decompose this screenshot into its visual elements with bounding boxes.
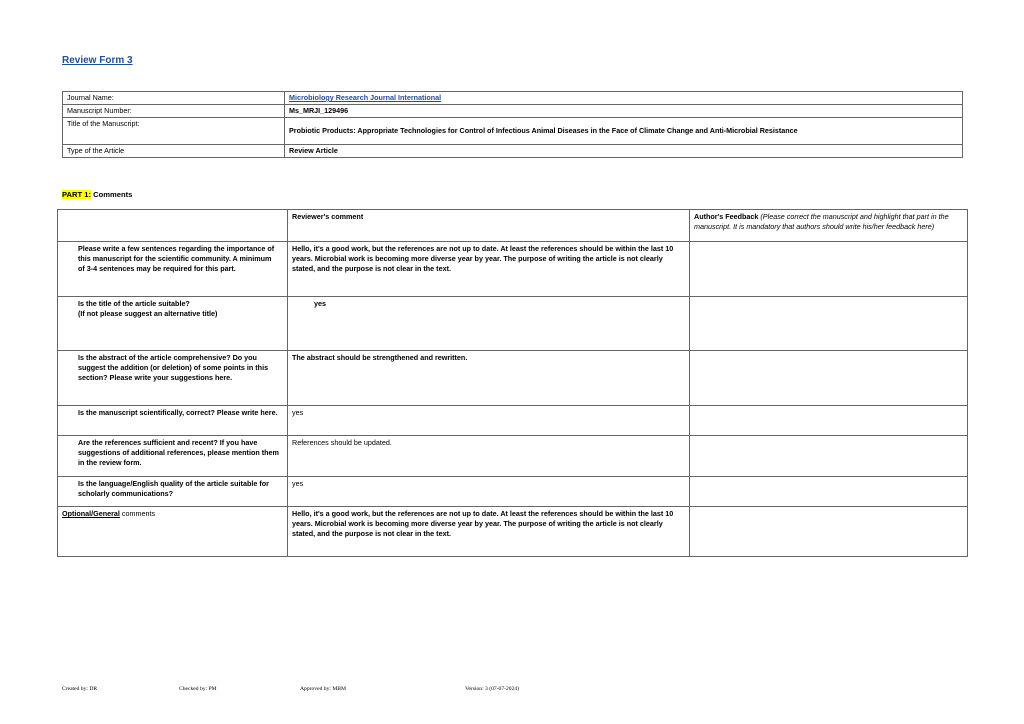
author-feedback-instruction: (Please correct the manuscript and highlight that part in the manuscript. It is mandatory that authors should write his/her feedback here) bbox=[694, 212, 949, 231]
author-feedback-abstract[interactable] bbox=[690, 351, 968, 406]
author-feedback-importance[interactable] bbox=[690, 242, 968, 297]
article-type-row bbox=[63, 144, 963, 157]
reviewer-optional-comment: Hello, it's a good work, but the references are not up to date. At least the references should be within the last 10 years. Microbial work is becoming more diverse year by year. The purpose of writing the article is not clearly stated, and the purpose is not clear in the text. bbox=[288, 507, 690, 557]
reviewer-comment-references: References should be updated. bbox=[288, 436, 690, 477]
optional-comments-row bbox=[58, 507, 968, 557]
optional-comments-label-cell bbox=[58, 507, 288, 557]
part1-heading bbox=[62, 190, 132, 199]
header-blank-cell bbox=[58, 210, 288, 242]
optional-comments-suffix: comments bbox=[119, 509, 156, 518]
footer-version: Version: 3 (07-07-2024) bbox=[465, 686, 520, 692]
question-scientific: Is the manuscript scientifically, correct? Please write here. bbox=[58, 406, 288, 436]
comment-row bbox=[58, 297, 968, 351]
article-type-value: Review Article bbox=[285, 144, 963, 157]
author-feedback-scientific[interactable] bbox=[690, 406, 968, 436]
author-feedback-optional[interactable] bbox=[690, 507, 968, 557]
footer-created-by: Created by: DR bbox=[62, 686, 98, 692]
author-feedback-references[interactable] bbox=[690, 436, 968, 477]
comment-row bbox=[58, 436, 968, 477]
optional-general-label: Optional/General bbox=[62, 509, 120, 518]
comment-row bbox=[58, 477, 968, 507]
manuscript-info-table bbox=[62, 91, 963, 158]
header-reviewer-comment: Reviewer's comment bbox=[288, 210, 690, 242]
article-type-label: Type of the Article bbox=[63, 144, 285, 157]
manuscript-number-label: Manuscript Number: bbox=[63, 104, 285, 117]
manuscript-number-value: Ms_MRJI_129496 bbox=[285, 104, 963, 117]
comment-row bbox=[58, 406, 968, 436]
journal-label: Journal Name: bbox=[63, 92, 285, 105]
author-feedback-label: Author's Feedback bbox=[694, 212, 759, 221]
reviewer-comment-importance: Hello, it's a good work, but the references are not up to date. At least the references should be within the last 10 years. Microbial work is becoming more diverse year by year. The purpose of writing the article is not clearly stated, and the purpose is not clear in the text. bbox=[288, 242, 690, 297]
question-title-suitable: Is the title of the article suitable? (If not please suggest an alternative title) bbox=[58, 297, 288, 351]
question-importance: Please write a few sentences regarding the importance of this manuscript for the scientific community. A minimum of 3-4 sentences may be required for this part. bbox=[58, 242, 288, 297]
manuscript-title-label: Title of the Manuscript: bbox=[63, 117, 285, 144]
journal-row bbox=[63, 92, 963, 105]
comment-row bbox=[58, 242, 968, 297]
question-references: Are the references sufficient and recent? If you have suggestions of additional references, please mention them in the review form. bbox=[58, 436, 288, 477]
question-abstract: Is the abstract of the article comprehensive? Do you suggest the addition (or deletion) of some points in this section? Please write your suggestions here. bbox=[58, 351, 288, 406]
footer-checked-by: Checked by: PM bbox=[179, 686, 217, 692]
reviewer-comment-title: yes bbox=[288, 297, 690, 351]
manuscript-number-row bbox=[63, 104, 963, 117]
journal-link[interactable]: Microbiology Research Journal International bbox=[289, 93, 442, 102]
reviewer-comment-language: yes bbox=[288, 477, 690, 507]
footer-approved-by: Approved by: MBM bbox=[300, 686, 346, 692]
header-author-feedback bbox=[690, 210, 968, 242]
form-title: Review Form 3 bbox=[62, 55, 133, 66]
comment-row bbox=[58, 351, 968, 406]
manuscript-title-value: Probiotic Products: Appropriate Technologies for Control of Infectious Animal Diseases in the Face of Climate Change and Anti-Microbial Resistance bbox=[285, 117, 963, 144]
author-feedback-language[interactable] bbox=[690, 477, 968, 507]
author-feedback-title[interactable] bbox=[690, 297, 968, 351]
manuscript-title-row bbox=[63, 117, 963, 144]
comments-table bbox=[57, 209, 968, 557]
part1-label: PART 1: bbox=[62, 190, 91, 199]
part1-title: Comments bbox=[90, 190, 133, 199]
reviewer-comment-scientific: yes bbox=[288, 406, 690, 436]
reviewer-comment-abstract: The abstract should be strengthened and rewritten. bbox=[288, 351, 690, 406]
question-language: Is the language/English quality of the article suitable for scholarly communications? bbox=[58, 477, 288, 507]
comments-header-row bbox=[58, 210, 968, 242]
